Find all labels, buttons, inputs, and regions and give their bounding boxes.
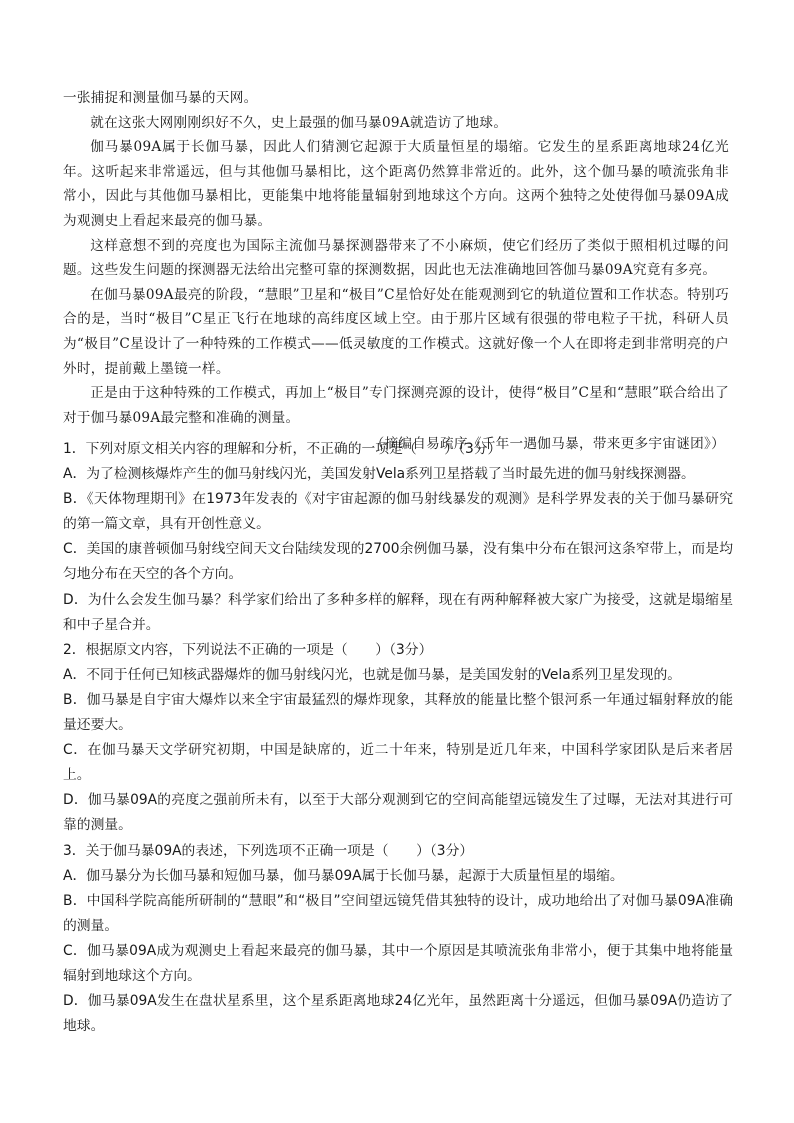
passage-paragraph: 在伽马暴09A最亮的阶段，“慧眼”卫星和“极目”C星恰好处在能观测到它的轨道位置和工作状态。特别巧合的是，当时“极目”C星正飞行在地球的高纬度区域上空。由于那片区域有很强的带电粒子干扰，科研人员为“极目”C星设计了一种特殊的工作模式——低灵敏度的工作模式。这就好像一个人在即将走到非常明亮的户外时，提前戴上墨镜一样。 [63, 286, 729, 377]
passage-paragraph: 就在这张大网刚刚织好不久，史上最强的伽马暴09A就造访了地球。 [90, 114, 508, 131]
answer-option: D．为什么会发生伽马暴？科学家们给出了多种多样的解释，现在有两种解释被大家广为接受，这就是塌缩星和中子星合并。 [63, 591, 733, 633]
answer-option: B．中国科学院高能所研制的“慧眼”和“极目”空间望远镜凭借其独特的设计，成功地给出了对伽马暴09A准确的测量。 [63, 892, 733, 934]
answer-option: C．伽马暴09A成为观测史上看起来最亮的伽马暴，其中一个原因是其喷流张角非常小，便于其集中地将能量辐射到地球这个方向。 [63, 942, 734, 984]
question-list [63, 437, 733, 1039]
question-block [63, 638, 733, 839]
answer-option: A．为了检测核爆炸产生的伽马射线闪光，美国发射Vela系列卫星搭载了当时最先进的伽马射线探测器。 [63, 466, 695, 483]
answer-option: D．伽马暴09A的亮度之强前所未有，以至于大部分观测到它的空间高能望远镜发生了过曝，无法对其进行可靠的测量。 [63, 792, 733, 834]
passage-paragraph: 这样意想不到的亮度也为国际主流伽马暴探测器带来了不小麻烦，使它们经历了类似于照相机过曝的问题。这些发生问题的探测器无法给出完整可靠的探测数据，因此也无法准确地回答伽马暴09A究竟有多亮。 [63, 237, 729, 279]
answer-option: A．伽马暴分为长伽马暴和短伽马暴，伽马暴09A属于长伽马暴，起源于大质量恒星的塌缩。 [63, 867, 624, 884]
passage-source-citation: （摘编自易疏序《千年一遇伽马暴，带来更多宇宙谜团》） [370, 436, 725, 453]
reading-passage [63, 86, 729, 457]
question-block [63, 437, 733, 638]
question-stem: 1．下列对原文相关内容的理解和分析，不正确的一项是（ ）（3分） [63, 441, 502, 457]
answer-option: D．伽马暴09A发生在盘状星系里，这个星系距离地球24亿光年，虽然距离十分遥远，但伽马暴09A仍造访了地球。 [63, 993, 733, 1035]
answer-option: C．在伽马暴天文学研究初期，中国是缺席的，近二十年来，特别是近几年来，中国科学家团队是后来者居上。 [63, 742, 733, 784]
question-block [63, 839, 733, 1040]
answer-option: B．《天体物理期刊》在1973年发表的《对宇宙起源的伽马射线暴发的观测》是科学界发表的关于伽马暴研究的第一篇文章，具有开创性意义。 [63, 491, 733, 533]
answer-option: C．美国的康普顿伽马射线空间天文台陆续发现的2700余例伽马暴，没有集中分布在银河这条窄带上，而是均匀地分布在天空的各个方向。 [63, 541, 733, 583]
passage-paragraph: 一张捕捉和测量伽马暴的天网。 [63, 90, 258, 106]
answer-option: A．不同于任何已知核武器爆炸的伽马射线闪光，也就是伽马暴，是美国发射的Vela系列卫星发现的。 [63, 666, 682, 683]
question-stem: 3．关于伽马暴09A的表述，下列选项不正确一项是（ ）（3分） [63, 842, 474, 859]
passage-paragraph: 伽马暴09A属于长伽马暴，因此人们猜测它起源于大质量恒星的塌缩。它发生的星系距离地球24亿光年。这听起来非常遥远，但与其他伽马暴相比，这个距离仍然算非常近的。此外，这个伽马暴的喷流张角非常小，因此与其他伽马暴相比，更能集中地将能量辐射到地球这个方向。这两个独特之处使得伽马暴09A成为观测史上看起来最亮的伽马暴。 [63, 139, 729, 229]
answer-option: B．伽马暴是自宇宙大爆炸以来全宇宙最猛烈的爆炸现象，其释放的能量比整个银河系一年通过辐射释放的能量还要大。 [63, 691, 733, 734]
passage-paragraph: 正是由于这种特殊的工作模式，再加上“极目”专门探测亮源的设计，使得“极目”C星和“慧眼”联合给出了对于伽马暴09A最完整和准确的测量。 [63, 385, 729, 426]
question-stem: 2．根据原文内容，下列说法不正确的一项是（ ）（3分） [63, 641, 433, 658]
